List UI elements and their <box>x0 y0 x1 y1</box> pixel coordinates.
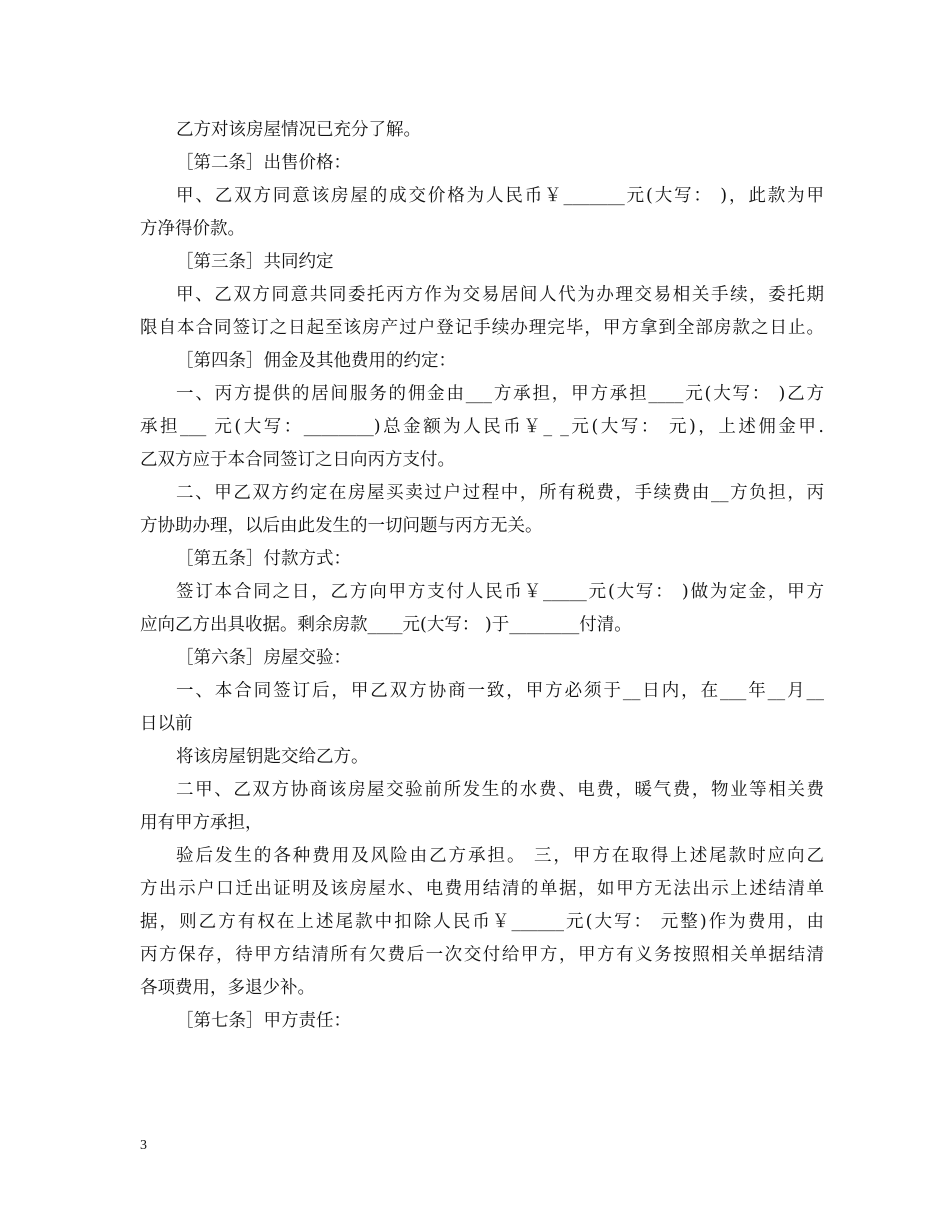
paragraph-line: 各项费用，多退少补。 <box>140 978 315 998</box>
section-heading: ［第五条］付款方式： <box>176 549 351 569</box>
section-heading: ［第三条］共同约定 <box>176 252 334 272</box>
paragraph-line: 甲、乙双方同意共同委托丙方作为交易居间人代为办理交易相关手续，委托期 <box>176 285 824 305</box>
paragraph-line: 方净得价款。 <box>140 219 245 239</box>
paragraph-line: 将该房屋钥匙交给乙方。 <box>176 747 369 767</box>
page-number: 3 <box>140 1138 147 1153</box>
paragraph-line: 应向乙方出具收据。剩余房款____元(大写： )于________付清。 <box>140 615 632 635</box>
paragraph-line: 验后发生的各种费用及风险由乙方承担。 三，甲方在取得上述尾款时应向乙 <box>176 846 824 866</box>
section-heading: ［第六条］房屋交验： <box>176 648 351 668</box>
paragraph-line: 甲、乙双方同意该房屋的成交价格为人民币￥_______元(大写： )，此款为甲 <box>176 186 824 206</box>
paragraph-line: 二甲、乙双方协商该房屋交验前所发生的水费、电费，暖气费，物业等相关费 <box>176 780 824 800</box>
paragraph-line: 方出示户口迁出证明及该房屋水、电费用结清的单据，如甲方无法出示上述结清单 <box>140 879 824 899</box>
paragraph-line: 乙方对该房屋情况已充分了解。 <box>176 120 421 140</box>
paragraph-line: 限自本合同签订之日起至该房产过户登记手续办理完毕，甲方拿到全部房款之日止。 <box>140 318 824 338</box>
section-heading: ［第七条］甲方责任： <box>176 1011 351 1031</box>
paragraph-line: 二、甲乙双方约定在房屋买卖过户过程中，所有税费，手续费由__方负担，丙 <box>176 483 824 503</box>
document-body <box>140 114 824 1038</box>
section-heading: ［第二条］出售价格： <box>176 153 351 173</box>
paragraph-line: 用有甲方承担， <box>140 813 263 833</box>
paragraph-line: 承担___ 元(大写：________)总金额为人民币￥_ _元(大写： 元)，上述佣金甲. <box>140 417 824 437</box>
paragraph-line: 据，则乙方有权在上述尾款中扣除人民币￥______元(大写： 元整)作为费用，由 <box>140 912 824 932</box>
paragraph-line: 一、本合同签订后，甲乙双方协商一致，甲方必须于__日内，在___年__月__ <box>176 681 824 701</box>
paragraph-line: 乙双方应于本合同签订之日向丙方支付。 <box>140 450 455 470</box>
section-heading: ［第四条］佣金及其他费用的约定： <box>176 351 456 371</box>
paragraph-line: 方协助办理，以后由此发生的一切问题与丙方无关。 <box>140 516 543 536</box>
paragraph-line: 丙方保存，待甲方结清所有欠费后一次交付给甲方，甲方有义务按照相关单据结清 <box>140 945 824 965</box>
paragraph-line: 一、丙方提供的居间服务的佣金由___方承担，甲方承担____元(大写： )乙方 <box>176 384 824 404</box>
paragraph-line: 日以前 <box>140 714 193 734</box>
paragraph-line: 签订本合同之日，乙方向甲方支付人民币￥_____元(大写： )做为定金，甲方 <box>176 582 824 602</box>
